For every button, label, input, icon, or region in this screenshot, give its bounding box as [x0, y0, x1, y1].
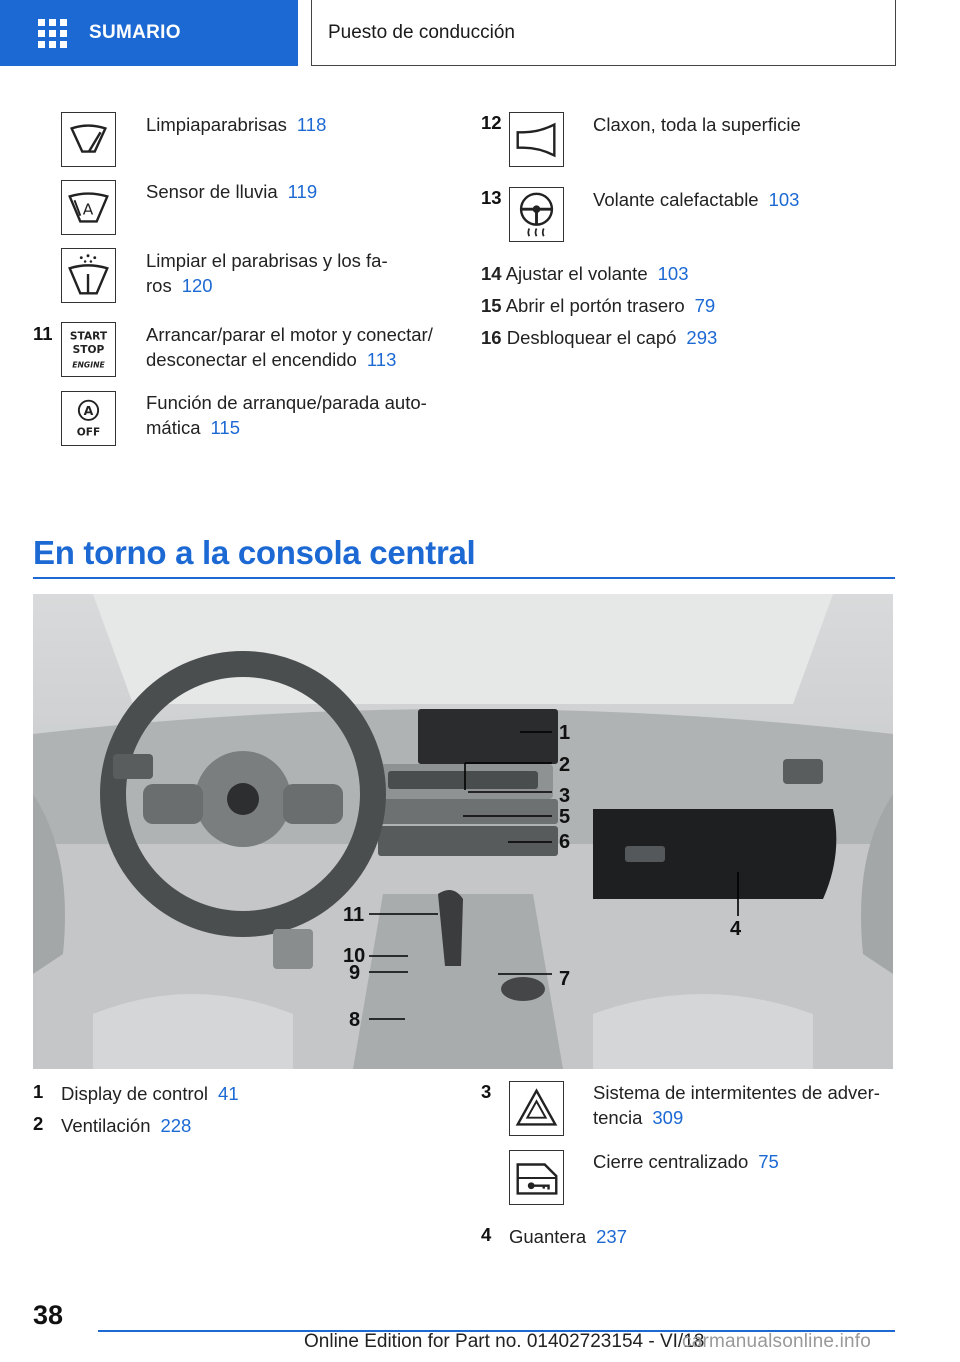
item-label: Display de control [61, 1083, 209, 1104]
callout-5: 5 [559, 806, 571, 828]
central-locking-icon [509, 1150, 564, 1205]
page-link[interactable]: 293 [686, 327, 718, 348]
start-stop-icon [61, 322, 116, 377]
item-number: 16 [481, 327, 502, 348]
section-title: Puesto de conducción [328, 21, 515, 43]
item-number: 13 [481, 187, 502, 208]
item-label: Limpiaparabrisas [146, 114, 287, 135]
heading-divider [33, 577, 895, 579]
callout-3: 3 [559, 785, 571, 807]
page-link[interactable]: 75 [758, 1151, 779, 1172]
item-label: Claxon, toda la superficie [593, 114, 801, 135]
horn-icon [509, 112, 564, 167]
auto-start-stop-off-icon [61, 391, 116, 446]
list-item [481, 261, 689, 286]
list-item [146, 112, 326, 137]
sumario-button[interactable] [0, 0, 298, 66]
page-link[interactable]: 118 [296, 114, 327, 135]
callout-2: 2 [559, 754, 571, 776]
item-label-line2: desconectar el encendido [146, 349, 357, 370]
item-label: Guantera [509, 1226, 587, 1247]
item-label: Cierre centralizado [593, 1151, 749, 1172]
callout-1: 1 [559, 722, 571, 744]
item-label-line1: Sistema de intermitentes de adver- [593, 1082, 880, 1103]
item-label: Volante calefactable [593, 189, 759, 210]
list-item [146, 322, 433, 372]
section-title-tab[interactable] [311, 0, 896, 66]
page-link[interactable]: 103 [768, 189, 800, 210]
list-item [61, 1113, 191, 1138]
item-number: 4 [481, 1224, 492, 1245]
item-number: 12 [481, 112, 502, 133]
icon-label-stop: STOP [72, 343, 105, 356]
item-label-line2: ros [146, 275, 172, 296]
page-header [0, 0, 960, 66]
watermark: carmanualsonline.info [682, 1331, 872, 1352]
callout-10: 10 [343, 945, 366, 967]
item-label: Abrir el portón trasero [505, 295, 685, 316]
page-link[interactable]: 119 [287, 181, 318, 202]
page-number: 38 [33, 1300, 64, 1330]
page-link[interactable]: 41 [218, 1083, 239, 1104]
section-heading: En torno a la consola central [33, 534, 476, 571]
page-link[interactable]: 79 [694, 295, 716, 316]
washer-icon [61, 248, 116, 303]
page-link[interactable]: 237 [596, 1226, 628, 1247]
item-label-line1: Función de arranque/parada auto- [146, 392, 427, 413]
icon-label-off: OFF [76, 426, 101, 439]
svg-text:A: A [82, 200, 94, 219]
hazard-warning-icon [509, 1081, 564, 1136]
list-item [593, 187, 799, 212]
dashboard-photo [33, 594, 893, 1069]
callout-6: 6 [559, 831, 571, 853]
list-item [593, 1149, 779, 1174]
page-link[interactable]: 228 [160, 1115, 192, 1136]
item-label: Sensor de lluvia [146, 181, 278, 202]
sumario-label: SUMARIO [89, 22, 181, 43]
callout-9: 9 [349, 962, 361, 984]
list-item [481, 293, 715, 318]
item-label-line2: tencia [593, 1107, 643, 1128]
page-link[interactable]: 103 [657, 263, 689, 284]
item-label: Desbloquear el capó [506, 327, 677, 348]
list-item [593, 112, 801, 137]
item-label-line1: Limpiar el parabrisas y los fa- [146, 250, 388, 271]
heated-steering-wheel-icon [509, 187, 564, 242]
item-label: Ajustar el volante [505, 263, 648, 284]
list-item [509, 1224, 627, 1249]
grid-menu-icon [38, 19, 67, 48]
page-link[interactable]: 120 [181, 275, 213, 296]
list-item [146, 179, 317, 204]
item-label-line1: Arrancar/parar el motor y conectar/ [146, 324, 433, 345]
callout-7: 7 [559, 968, 571, 990]
item-number: 14 [481, 263, 502, 284]
callout-11: 11 [343, 904, 365, 926]
list-item [481, 325, 717, 350]
item-label-line2: mática [146, 417, 201, 438]
item-number: 2 [33, 1113, 44, 1134]
callout-8: 8 [349, 1009, 361, 1031]
item-label: Ventilación [61, 1115, 151, 1136]
icon-label-a: A [83, 403, 94, 419]
rain-sensor-icon [61, 180, 116, 235]
wiper-icon [61, 112, 116, 167]
page-link[interactable]: 309 [652, 1107, 684, 1128]
list-item [593, 1080, 880, 1130]
item-number: 3 [481, 1081, 492, 1102]
item-number: 15 [481, 295, 502, 316]
item-number: 11 [33, 323, 53, 344]
page-link[interactable]: 113 [366, 349, 397, 370]
item-number: 1 [33, 1081, 44, 1102]
page-link[interactable]: 115 [210, 417, 240, 438]
callout-4: 4 [730, 918, 742, 940]
icon-label-start: START [69, 330, 108, 343]
list-item [146, 248, 388, 298]
list-item [146, 390, 427, 440]
edition-info: Online Edition for Part no. 01402723154 - VI/18 [304, 1331, 705, 1352]
list-item [61, 1081, 239, 1106]
icon-label-engine: ENGINE [72, 360, 105, 370]
